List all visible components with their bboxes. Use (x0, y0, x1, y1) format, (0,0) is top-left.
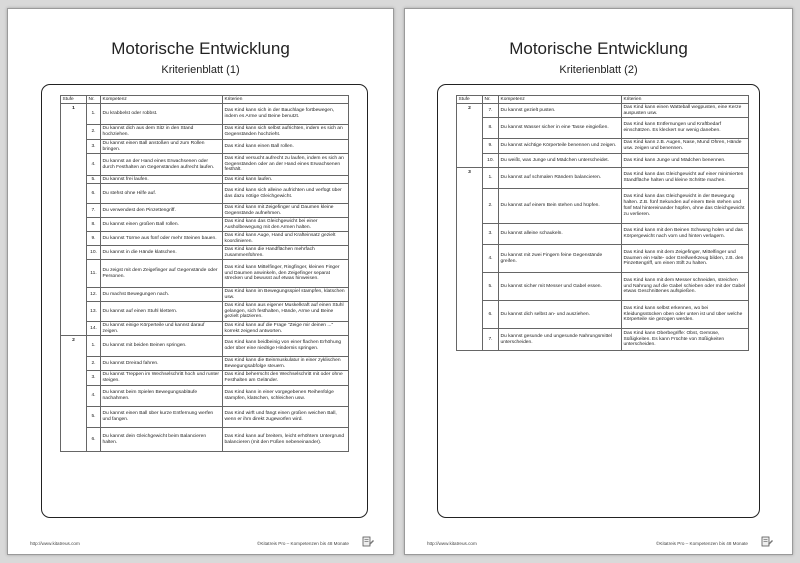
kriterien-cell: Das Kind kann Mittelfinger, Ringfinger, kleinen Finger und Daumen anwinkeln, den Zeigefinger separat strecken und bewusst auf etwas hinweisen. (223, 260, 349, 288)
table-body (457, 104, 749, 351)
nr-cell: 5. (87, 176, 101, 184)
kompetenz-cell: Du kannst gesunde und ungesunde Nahrungsmittel unterscheiden. (499, 329, 622, 351)
kriterien-cell: Das Kind kann mit den Beinen Schwung holen und das Körpergewicht nach vorn und hinten verlagern. (622, 224, 749, 245)
nr-cell: 8. (87, 218, 101, 232)
kompetenz-cell: Du kannst Dreirad fahren. (101, 357, 223, 371)
table-row (457, 168, 749, 189)
nr-cell: 6. (87, 184, 101, 204)
kriterien-cell: Das Kind kann selbst erkennen, wo bei Kleidungsstücken oben oder unten ist und über welche Körperteile sie gezogen werden. (622, 301, 749, 329)
kompetenz-cell: Du kannst an der Hand eines Erwachsenen oder durch Festhalten an Gegenständen aufrecht laufen. (101, 154, 223, 176)
kompetenz-cell: Du kannst Treppen im Wechselschritt hoch und runter steigen. (101, 371, 223, 386)
kriterien-cell: Das Kind kann Oberbegriffe: Obst, Gemüse, Süßigkeiten. Es kann Früchte von Süßigkeiten unterscheiden. (622, 329, 749, 351)
nr-cell: 6. (483, 301, 499, 329)
table-row (61, 336, 349, 357)
table-row (457, 301, 749, 329)
kompetenz-cell: Du kannst alleine schaukeln. (499, 224, 622, 245)
header-kompetenz: Kompetenz (499, 96, 622, 104)
nr-cell: 10. (87, 246, 101, 260)
nr-cell: 11. (87, 260, 101, 288)
table-row (457, 273, 749, 301)
page-subtitle: Kriterienblatt (2) (559, 64, 638, 76)
kitatreis-logo-icon (361, 535, 375, 549)
kompetenz-cell: Du kannst einen Ball anstoßen und zum Rollen bringen. (101, 140, 223, 154)
kriterien-cell: Das Kind kann sich alleine aufrichten und verfügt über das dazu nötige Gleichgewicht. (223, 184, 349, 204)
nr-cell: 13. (87, 302, 101, 322)
kompetenz-cell: Du kannst Wasser sicher in eine Tasse eingießen. (499, 118, 622, 139)
stufe-cell: 2 (457, 104, 483, 168)
kompetenz-cell: Du kannst einen Ball über kurze Entfernung werfen und fangen. (101, 407, 223, 428)
kriterien-cell: Das Kind kann sich selbst aufrichten, indem es sich an Gegenständen hochzieht. (223, 125, 349, 140)
kriterien-cell: Das Kind kann mit dem Zeigefinger, Mittelfinger und Daumen ein Halte- oder Greifwerkzeug bilden, z.B. den Pinzettengriff, um einen Stift zu halten. (622, 245, 749, 273)
table-row (61, 184, 349, 204)
kompetenz-cell: Du kannst Türme aus fünf oder mehr Steinen bauen. (101, 232, 223, 246)
stufe-cell: 2 (61, 336, 87, 452)
kriterien-cell: Das Kind kann auf die Frage "Zeige mir deinen ..." korrekt zeigend antworten. (223, 322, 349, 336)
kompetenz-cell: Du kannst auf einen Stuhl klettern. (101, 302, 223, 322)
criteria-table (456, 95, 749, 351)
kriterien-cell: Das Kind kann sich in der Bauchlage fortbewegen, indem es Arme und Beine benutzt. (223, 104, 349, 125)
nr-cell: 4. (87, 386, 101, 407)
table-row (457, 245, 749, 273)
header-kriterien: Kriterien (622, 96, 749, 104)
table-row (61, 204, 349, 218)
nr-cell: 5. (483, 273, 499, 301)
nr-cell: 7. (483, 329, 499, 351)
kompetenz-cell: Du kannst in die Hände klatschen. (101, 246, 223, 260)
nr-cell: 2. (87, 357, 101, 371)
worksheet-page-2 (404, 8, 793, 555)
kriterien-cell: Das Kind kann die Beinmuskulatur in einer zyklischen Bewegungsabfolge steuern. (223, 357, 349, 371)
table-row (457, 139, 749, 154)
nr-cell: 1. (483, 168, 499, 189)
kriterien-cell: Das Kind wirft und fängt einen großen weichen Ball, wenn er ihm direkt zugeworfen wird. (223, 407, 349, 428)
kompetenz-cell: Du stehst ohne Hilfe auf. (101, 184, 223, 204)
kriterien-cell: Das Kind kann einen Ball rollen. (223, 140, 349, 154)
header-nr: Nr. (483, 96, 499, 104)
nr-cell: 4. (87, 154, 101, 176)
table-frame (41, 84, 368, 518)
kriterien-cell: Das Kind kann z.B. Augen, Nase, Mund Ohren, Hände usw. zeigen und benennen. (622, 139, 749, 154)
kompetenz-cell: Du kannst mit zwei Fingern feine Gegenstände greifen. (499, 245, 622, 273)
kompetenz-cell: Du kannst auf schmalen Rändern balancieren. (499, 168, 622, 189)
nr-cell: 1. (87, 336, 101, 357)
header-stufe: Stufe (61, 96, 87, 104)
kriterien-cell: Das Kind kann das Gleichgewicht in der Bewegung halten. Z.B. fünf Sekunden auf einem Bein stehen und fünf Mal hintereinander hüpfen, ohne das Gleichgewicht zu verlieren. (622, 189, 749, 224)
nr-cell: 2. (87, 125, 101, 140)
table-row (61, 407, 349, 428)
table-row (61, 288, 349, 302)
table-frame (437, 84, 760, 518)
kompetenz-cell: Du kannst sicher mit Messer und Gabel essen. (499, 273, 622, 301)
nr-cell: 9. (87, 232, 101, 246)
nr-cell: 5. (87, 407, 101, 428)
header-kompetenz: Kompetenz (101, 96, 223, 104)
kriterien-cell: Das Kind kann mit dem Messer schneiden, streichen und Nahrung auf die Gabel schieben oder mit der Gabel etwas Geschnittenes aufspießen. (622, 273, 749, 301)
kompetenz-cell: Du kannst dich aus dem Sitz in den Stand hochziehen. (101, 125, 223, 140)
kompetenz-cell: Du kannst auf einem Bein stehen und hüpfen. (499, 189, 622, 224)
kriterien-cell: Das Kind kann Auge, Hand und Krafteinsatz gezielt koordinieren. (223, 232, 349, 246)
kriterien-cell: Das Kind kann im Bewegungsspiel stampfen, klatschen usw. (223, 288, 349, 302)
kitatreis-logo-icon (760, 535, 774, 549)
kriterien-cell: Das Kind versucht aufrecht zu laufen, indem es sich an Gegenständen oder an der Hand eines Erwachsenen festhält. (223, 154, 349, 176)
nr-cell: 10. (483, 154, 499, 168)
header-kriterien: Kriterien (223, 96, 349, 104)
kompetenz-cell: Du kannst mit beiden Beinen springen. (101, 336, 223, 357)
nr-cell: 14. (87, 322, 101, 336)
table-row (61, 357, 349, 371)
kompetenz-cell: Du kannst wichtige Körperteile benennen und zeigen. (499, 139, 622, 154)
kriterien-cell: Das Kind kann einen Watteball wegpusten, eine Kerze auspusten usw. (622, 104, 749, 118)
kriterien-cell: Das Kind kann mit Zeigefinger und Daumen kleine Gegenstände aufnehmen. (223, 204, 349, 218)
kompetenz-cell: Du machst Bewegungen nach. (101, 288, 223, 302)
kriterien-cell: Das Kind kann Entfernungen und Kraftbedarf einschätzen. Es kleckert nur wenig daneben. (622, 118, 749, 139)
table-row (457, 154, 749, 168)
table-row (457, 189, 749, 224)
table-row (61, 302, 349, 322)
nr-cell: 7. (87, 204, 101, 218)
table-header-row (61, 96, 349, 104)
kriterien-cell: Das Kind kann in einer vorgegebenen Reihenfolge stampfen, klatschen, schleichen usw. (223, 386, 349, 407)
table-row (61, 371, 349, 386)
kriterien-cell: Das Kind kann Junge und Mädchen benennen. (622, 154, 749, 168)
kompetenz-cell: Du kannst einen großen Ball rollen. (101, 218, 223, 232)
table-row (61, 176, 349, 184)
nr-cell: 3. (87, 140, 101, 154)
table-row (61, 322, 349, 336)
table-row (61, 104, 349, 125)
table-row (61, 218, 349, 232)
table-body (61, 104, 349, 452)
table-row (61, 386, 349, 407)
table-row (61, 154, 349, 176)
nr-cell: 8. (483, 118, 499, 139)
criteria-table (60, 95, 349, 452)
kompetenz-cell: Du kannst frei laufen. (101, 176, 223, 184)
kompetenz-cell: Du kannst einige Körperteile und kannst darauf zeigen. (101, 322, 223, 336)
kriterien-cell: Das Kind beherrscht den Wechselschritt mit oder ohne Festhalten am Geländer. (223, 371, 349, 386)
nr-cell: 4. (483, 245, 499, 273)
worksheet-page-1 (7, 8, 394, 555)
table-row (61, 140, 349, 154)
kompetenz-cell: Du kannst gezielt pusten. (499, 104, 622, 118)
nr-cell: 7. (483, 104, 499, 118)
nr-cell: 6. (87, 428, 101, 452)
footer-copyright: ©Kitatreis Pro – Kompetenzen bis 48 Monate (656, 541, 748, 546)
nr-cell: 12. (87, 288, 101, 302)
page-title: Motorische Entwicklung (111, 39, 290, 58)
kompetenz-cell: Du weißt, was Junge und Mädchen unterscheidet. (499, 154, 622, 168)
table-row (457, 329, 749, 351)
table-row (457, 224, 749, 245)
kompetenz-cell: Du kannst dein Gleichgewicht beim Balancieren halten. (101, 428, 223, 452)
kompetenz-cell: Du verwendest den Pinzettengriff. (101, 204, 223, 218)
table-row (457, 118, 749, 139)
kompetenz-cell: Du kannst dich selbst an- und ausziehen. (499, 301, 622, 329)
table-row (61, 260, 349, 288)
kriterien-cell: Das Kind kann laufen. (223, 176, 349, 184)
table-row (61, 125, 349, 140)
kompetenz-cell: Du zeigst mit dem Zeigefinger auf Gegenstände oder Personen. (101, 260, 223, 288)
page-subtitle: Kriterienblatt (1) (161, 64, 240, 76)
table-row (61, 246, 349, 260)
footer-copyright: ©Kitatreis Pro – Kompetenzen bis 48 Monate (257, 541, 349, 546)
stufe-cell: 3 (457, 168, 483, 351)
kriterien-cell: Das Kind kann die Handflächen mehrfach zusammenführen. (223, 246, 349, 260)
nr-cell: 9. (483, 139, 499, 154)
header-nr: Nr. (87, 96, 101, 104)
nr-cell: 1. (87, 104, 101, 125)
nr-cell: 3. (87, 371, 101, 386)
table-header-row (457, 96, 749, 104)
kriterien-cell: Das Kind kann aus eigener Muskelkraft auf einen Stuhl gelangen, sich festhalten, Hände, Arme und Beine gezielt platzieren. (223, 302, 349, 322)
nr-cell: 2. (483, 189, 499, 224)
kriterien-cell: Das Kind kann das Gleichgewicht auf einer minimierten Standfläche halten und kleine Schritte machen. (622, 168, 749, 189)
table-row (61, 232, 349, 246)
footer-url: http://www.kitatreus.com (30, 541, 80, 546)
footer-url: http://www.kitatreus.com (427, 541, 477, 546)
kriterien-cell: Das Kind kann das Gleichgewicht bei einer Ausholbewegung mit den Armen halten. (223, 218, 349, 232)
kriterien-cell: Das Kind kann beidbeinig von einer flachen Erhöhung oder über eine niedrige Hindernis springen. (223, 336, 349, 357)
kompetenz-cell: Du krabbelst oder robbst. (101, 104, 223, 125)
table-row (61, 428, 349, 452)
nr-cell: 3. (483, 224, 499, 245)
header-stufe: Stufe (457, 96, 483, 104)
page-title: Motorische Entwicklung (509, 39, 688, 58)
kriterien-cell: Das Kind kann auf breitem, leicht erhöhtem Untergrund balancieren (mit den Füßen nebeneinander). (223, 428, 349, 452)
stufe-cell: 1 (61, 104, 87, 336)
kompetenz-cell: Du kannst beim Spielen Bewegungsabläufe nachahmen. (101, 386, 223, 407)
table-row (457, 104, 749, 118)
